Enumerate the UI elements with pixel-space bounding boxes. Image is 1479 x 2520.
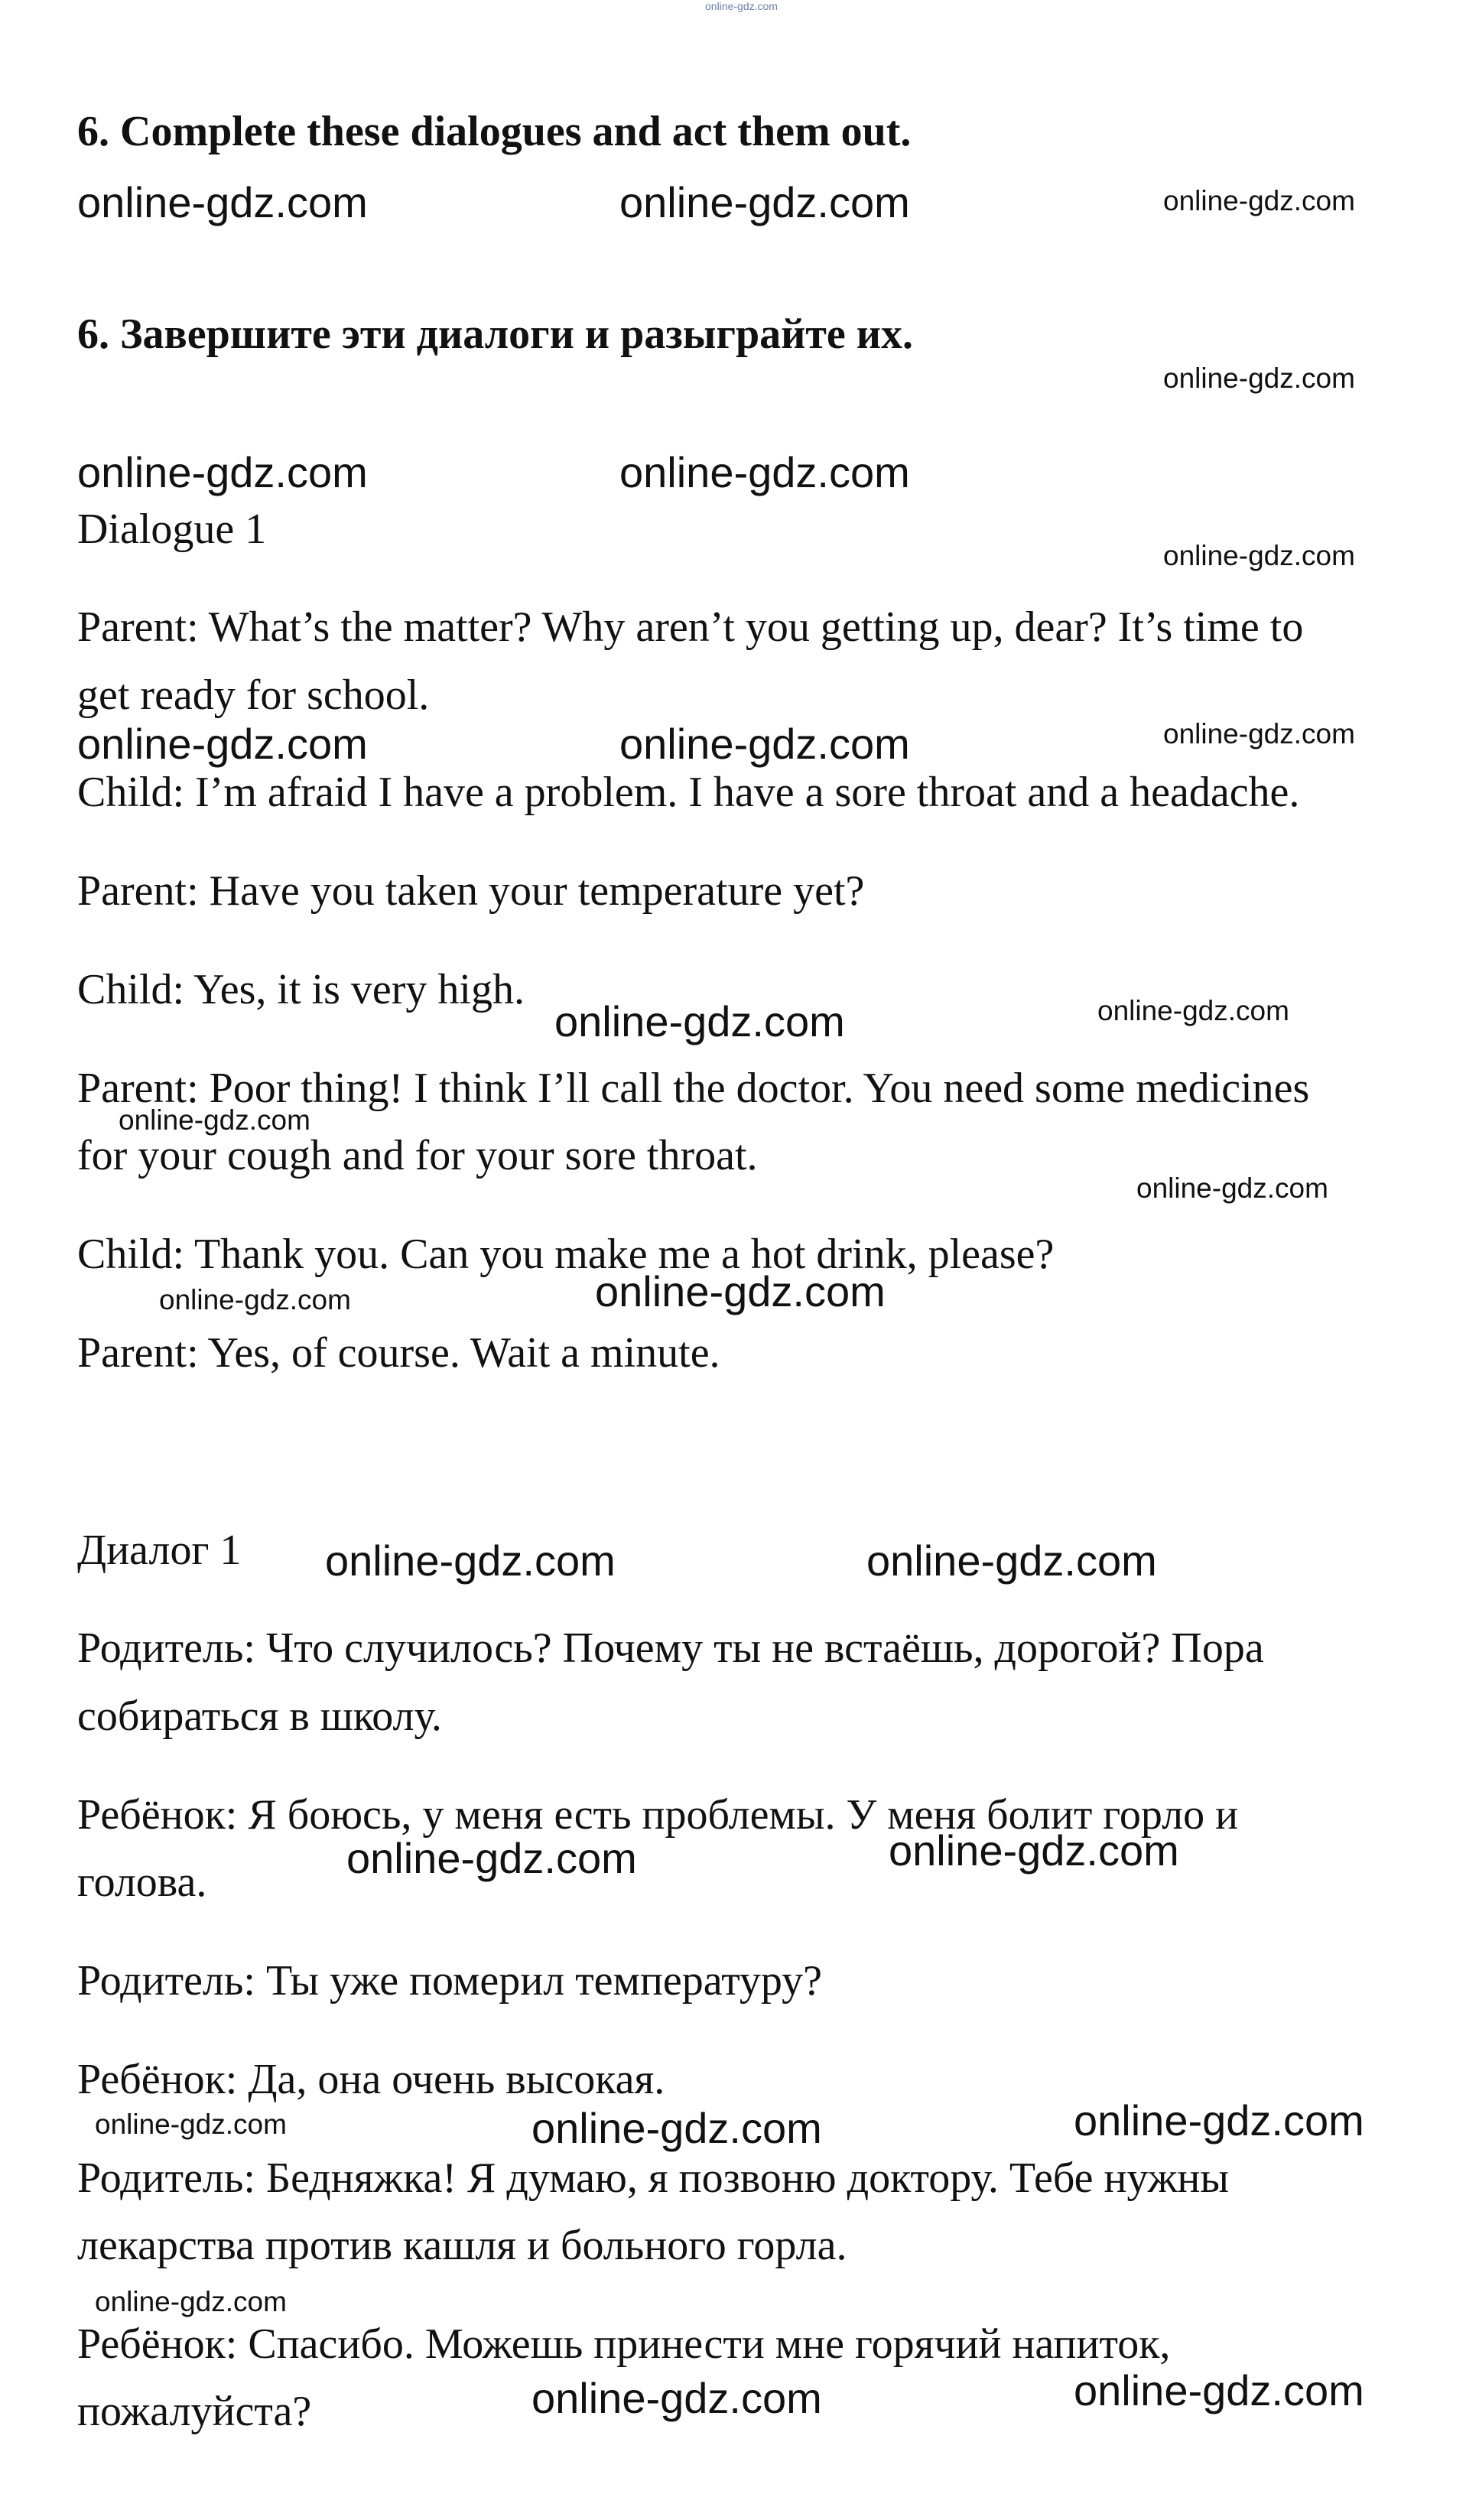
watermark: online-gdz.com	[1163, 718, 1355, 749]
dialogue-line: Child: I’m afraid I have a problem. I have a sore throat and a headache.	[77, 769, 1300, 816]
dialogue-line: Parent: Have you taken your temperature yet?	[77, 867, 865, 915]
watermark: online-gdz.com	[619, 720, 910, 768]
watermark: online-gdz.com	[531, 2374, 822, 2422]
dialogue-line: Ребёнок: Я боюсь, у меня есть проблемы. У меня болит горло и	[77, 1791, 1239, 1839]
watermark: online-gdz.com	[619, 178, 910, 226]
dialogue-line: Parent: What’s the matter? Why aren’t you getting up, dear? It’s time to	[77, 603, 1304, 651]
task-heading-english: 6. Complete these dialogues and act them out.	[77, 108, 912, 155]
dialogue-line: Parent: Poor thing! I think I’ll call the doctor. You need some medicines	[77, 1065, 1310, 1112]
watermark: online-gdz.com	[159, 1284, 351, 1315]
watermark: online-gdz.com	[619, 448, 910, 496]
watermark: online-gdz.com	[531, 2104, 822, 2152]
watermark: online-gdz.com	[889, 1826, 1179, 1875]
watermark: online-gdz.com	[119, 1104, 310, 1136]
dialogue-line: Parent: Yes, of course. Wait a minute.	[77, 1329, 720, 1377]
dialogue-title-russian: Диалог 1	[77, 1527, 242, 1574]
dialogue-line: пожалуйста?	[77, 2388, 312, 2435]
watermark: online-gdz.com	[95, 2286, 287, 2317]
watermark: online-gdz.com	[1163, 185, 1355, 216]
watermark: online-gdz.com	[866, 1536, 1157, 1585]
dialogue-line: get ready for school.	[77, 671, 430, 719]
watermark: online-gdz.com	[595, 1267, 886, 1315]
watermark: online-gdz.com	[554, 997, 845, 1045]
dialogue-line: лекарства против кашля и больного горла.	[77, 2222, 847, 2269]
watermark: online-gdz.com	[1163, 540, 1355, 571]
watermark: online-gdz.com	[325, 1536, 616, 1585]
watermark: online-gdz.com	[1136, 1172, 1328, 1204]
watermark: online-gdz.com	[1074, 2366, 1364, 2414]
watermark: online-gdz.com	[77, 720, 368, 768]
dialogue-line: Родитель: Что случилось? Почему ты не встаёшь, дорогой? Пора	[77, 1624, 1264, 1672]
dialogue-line: Child: Thank you. Can you make me a hot drink, please?	[77, 1231, 1055, 1278]
watermark: online-gdz.com	[1163, 363, 1355, 394]
dialogue-title-english: Dialogue 1	[77, 506, 267, 553]
dialogue-line: Ребёнок: Да, она очень высокая.	[77, 2056, 665, 2103]
watermark: online-gdz.com	[1074, 2096, 1364, 2144]
dialogue-line: Child: Yes, it is very high.	[77, 966, 525, 1013]
watermark-top: online-gdz.com	[705, 0, 778, 12]
watermark: online-gdz.com	[1097, 995, 1289, 1026]
watermark: online-gdz.com	[77, 178, 368, 226]
dialogue-line: собираться в школу.	[77, 1692, 442, 1740]
dialogue-line: Родитель: Бедняжка! Я думаю, я позвоню доктору. Тебе нужны	[77, 2154, 1229, 2202]
dialogue-line: for your cough and for your sore throat.	[77, 1132, 758, 1179]
dialogue-line: голова.	[77, 1858, 207, 1906]
dialogue-line: Ребёнок: Спасибо. Можешь принести мне горячий напиток,	[77, 2320, 1171, 2368]
dialogue-line: Родитель: Ты уже померил температуру?	[77, 1957, 823, 2005]
task-heading-russian: 6. Завершите эти диалоги и разыграйте их.	[77, 311, 913, 358]
watermark: online-gdz.com	[346, 1834, 637, 1882]
watermark: online-gdz.com	[77, 448, 368, 496]
watermark: online-gdz.com	[95, 2109, 287, 2140]
